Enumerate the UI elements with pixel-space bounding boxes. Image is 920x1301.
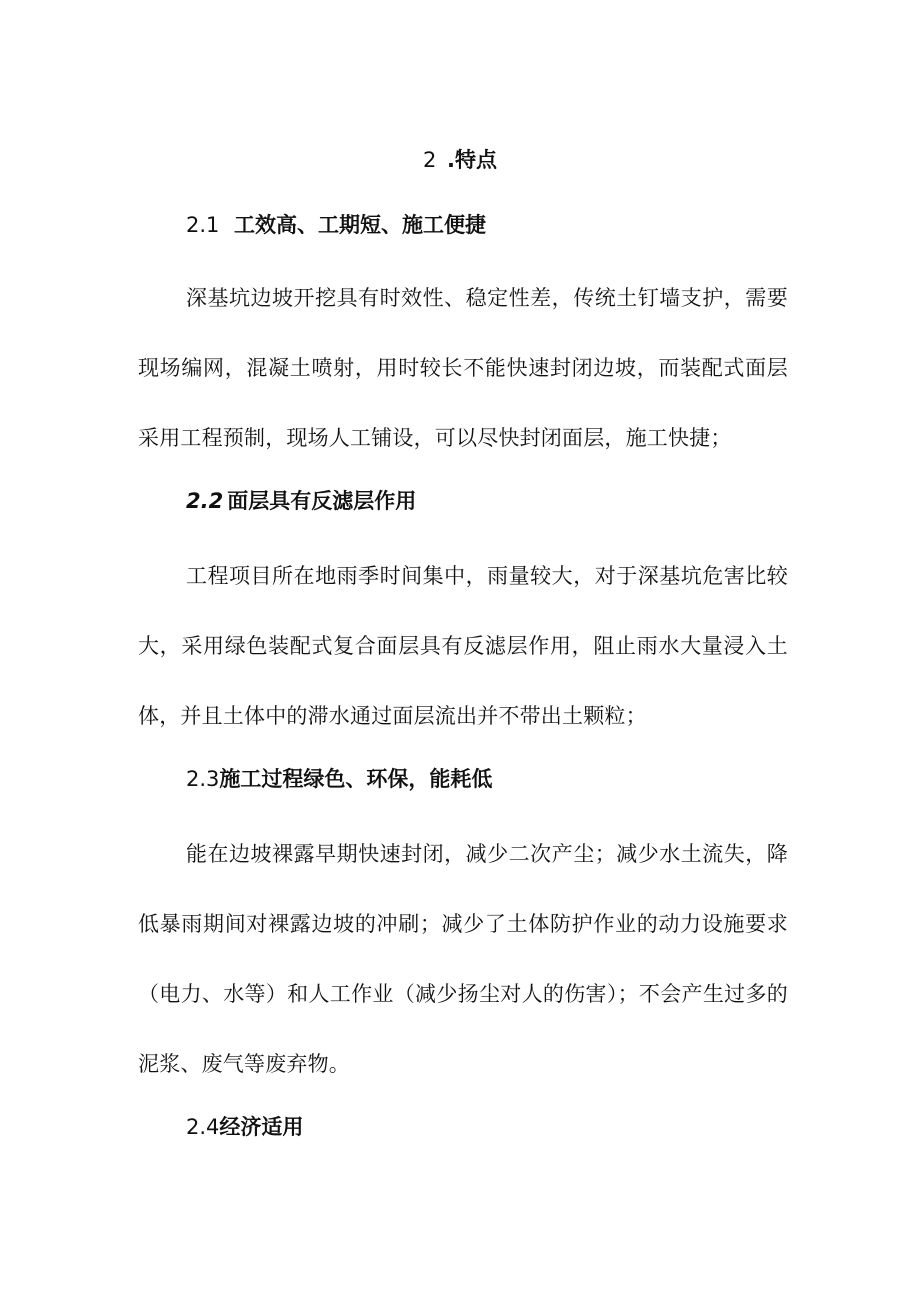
subsection-heading-2-2 (186, 485, 416, 517)
section-title-number: 2 (422, 148, 437, 172)
subsection-heading-2-1 (186, 209, 486, 241)
subsection-number: 2.3 (186, 767, 220, 791)
subsection-number: 2.1 (186, 213, 220, 237)
subsection-number: 2.2 (186, 489, 224, 513)
subsection-heading-2-3 (186, 763, 492, 795)
subsection-number: 2.4 (186, 1115, 220, 1139)
subsection-heading-text: 施工过程绿色、环保，能耗低 (219, 767, 493, 791)
subsection-heading-2-4 (186, 1111, 303, 1143)
paragraph-2-3: 能在边坡裸露早期快速封闭，减少二次产尘；减少水土流失，降低暴雨期间对裸露边坡的冲刷；减少了土体防护作业的动力设施要求（电力、水等）和人工作业（减少扬尘对人的伤害）；不会产生过多的泥浆、废气等废弃物。 (138, 842, 788, 1076)
paragraph-2-2: 工程项目所在地雨季时间集中，雨量较大，对于深基坑危害比较大，采用绿色装配式复合面层具有反滤层作用，阻止雨水大量浸入土体，并且土体中的滞水通过面层流出并不带出土颗粒； (138, 564, 788, 728)
subsection-heading-text: 面层具有反滤层作用 (227, 489, 417, 513)
section-title-text: .特点 (447, 148, 498, 172)
section-title (0, 144, 920, 176)
paragraph-2-1: 深基坑边坡开挖具有时效性、稳定性差，传统土钉墙支护，需要现场编网，混凝土喷射，用时较长不能快速封闭边坡，而装配式面层采用工程预制，现场人工铺设，可以尽快封闭面层，施工快捷； (138, 286, 788, 450)
subsection-heading-text: 经济适用 (219, 1115, 304, 1139)
subsection-heading-text: 工效高、工期短、施工便捷 (234, 213, 486, 237)
